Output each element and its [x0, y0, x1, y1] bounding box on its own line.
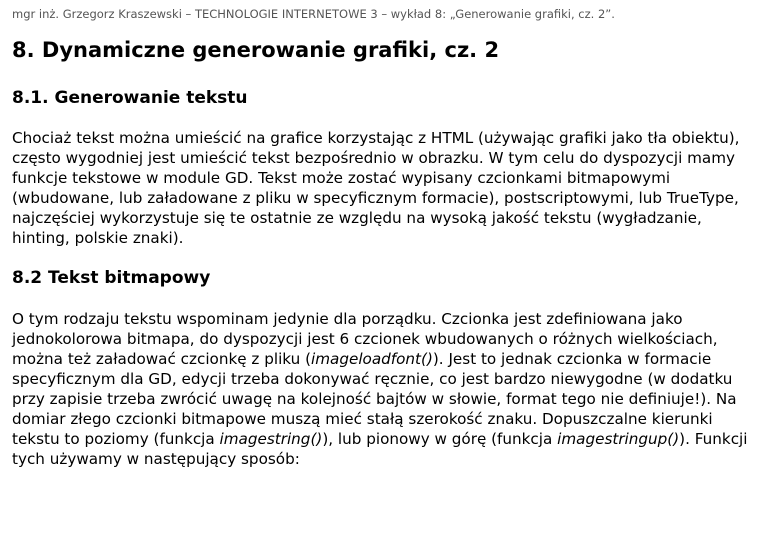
paragraph-text: ). Funkcji tych używamy w następujący sposób: [12, 430, 748, 468]
function-name-imageloadfont: imageloadfont() [311, 350, 433, 368]
section-heading-tekst-bitmapowy: 8.2 Tekst bitmapowy [12, 268, 211, 288]
paragraph-text: ). Jest to jednak czcionka w formacie specyficznym dla GD, edycji trzeba dokonywać ręcznie, co jest bardzo niewygodne (w dodatku przy zapisie trzeba zwrócić uwagę na kolejność bajtów w słowie, format tego nie definiuje!). Na domiar złego czcionki bitmapowe muszą mieć stałą szerokość znaku. Dopuszczalne kierunki tekstu to poziomy (funkcja [12, 350, 737, 448]
section-1-paragraph: Chociaż tekst można umieścić na grafice korzystając z HTML (używając grafiki jako tła obiektu), często wygodniej jest umieścić tekst bezpośrednio w obrazku. W tym celu do dyspozycji mamy funkcje tekstowe w module GD. Tekst może zostać wypisany czcionkami bitmapowymi (wbudowane, lub załadowane z pliku w specyficznym formacie), postscriptowymi, lub TrueType, najczęściej wykorzystuje się te ostatnie ze względu na wysoką jakość tekstu (wygładzanie, hinting, polskie znaki). [12, 129, 740, 247]
function-name-imagestringup: imagestringup() [557, 430, 680, 448]
section-heading-generowanie-tekstu: 8.1. Generowanie tekstu [12, 88, 248, 108]
paragraph-text: O tym rodzaju tekstu wspominam jedynie dla porządku. Czcionka jest zdefiniowana jako jednokolorowa bitmapa, do dyspozycji jest 6 czcionek wbudowanych o różnych wielkościach, można też załadować czcionkę z pliku ( [12, 310, 718, 368]
section-2-paragraph [12, 309, 756, 469]
chapter-title: 8. Dynamiczne generowanie grafiki, cz. 2 [12, 38, 500, 62]
function-name-imagestring: imagestring() [219, 430, 323, 448]
paragraph-text: ), lub pionowy w górę (funkcja [322, 430, 558, 448]
running-header: mgr inż. Grzegorz Kraszewski – TECHNOLOGIE INTERNETOWE 3 – wykład 8: „Generowanie grafiki, cz. 2”. [12, 7, 615, 21]
